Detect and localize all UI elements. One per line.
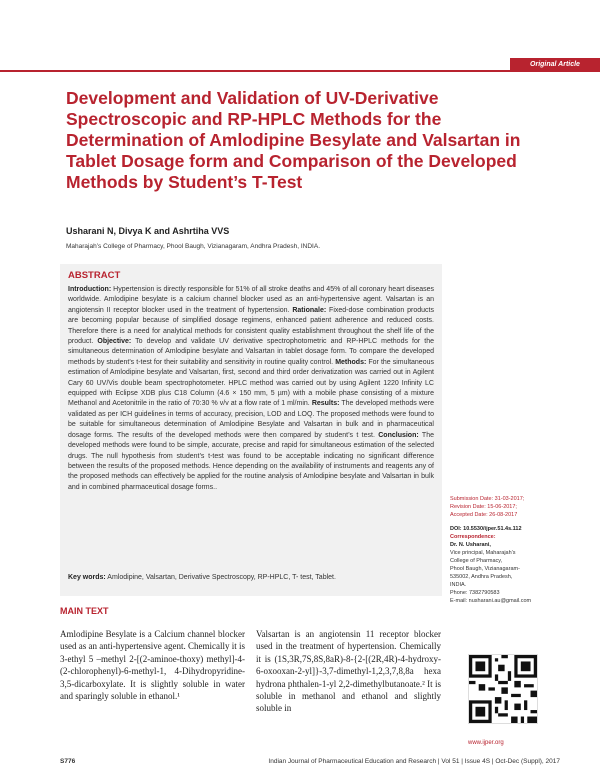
correspondent-address-4: 535002, Andhra Pradesh, bbox=[450, 574, 513, 580]
doi[interactable]: DOI: 10.5530/ijper.51.4s.112 bbox=[450, 526, 522, 532]
authors: Usharani N, Divya K and Ashrtiha VVS bbox=[66, 226, 230, 236]
intro-label: Introduction: bbox=[68, 286, 112, 293]
paper-title: Development and Validation of UV-Derivative Spectroscopic and RP-HPLC Methods for the Determination of Amlodipine Besylate and Valsartan in Tablet Dosage form and Comparison of the Developed Methods by Student’s T-Test bbox=[66, 88, 521, 192]
submission-date: Submission Date: 31-03-2017; bbox=[450, 496, 525, 502]
conclusion-label: Conclusion: bbox=[378, 431, 419, 439]
journal-url[interactable]: www.ijper.org bbox=[468, 740, 504, 746]
qr-code bbox=[468, 654, 538, 724]
keywords-text: Amlodipine, Valsartan, Derivative Spectroscopy, RP-HPLC, T- test, Tablet. bbox=[105, 574, 336, 581]
methods-label: Methods: bbox=[335, 358, 367, 366]
article-type-badge: Original Article bbox=[510, 58, 600, 71]
results-label: Results: bbox=[311, 400, 340, 408]
correspondent-name: Dr. N. Usharani, bbox=[450, 542, 491, 548]
rationale-label: Rationale: bbox=[292, 306, 327, 314]
abstract-text bbox=[68, 285, 434, 493]
intro-text: Hypertension is directly responsible for 51% of all stroke deaths and 45% of all coronary heart diseases worldwide. Amlodipine besylate is a calcium channel blocker used as an anti-hypertensive agent. Valsartan is an angiotensin II receptor blocker used in the treatment of hypertension. bbox=[68, 286, 434, 314]
results-text: The developed methods were validated as per ICH guidelines in terms of accuracy, precision, LOD and LOQ. The proposed methods were found to be suitable for simultaneous determination of Amlodipine Besylate and Valsartan in bulk and in pharmaceutical dosage forms. The results of the developed methods were then compared by student’s t test. bbox=[68, 400, 434, 439]
page-number: S776 bbox=[60, 758, 76, 765]
correspondent-address-2: College of Pharmacy, bbox=[450, 558, 503, 564]
correspondent-phone: Phone: 7382790583 bbox=[450, 590, 500, 596]
correspondent-address-5: INDIA. bbox=[450, 582, 467, 588]
abstract-heading: ABSTRACT bbox=[68, 270, 121, 281]
correspondent-email[interactable]: E-mail: nusharani.au@gmail.com bbox=[450, 598, 532, 604]
affiliation: Maharajah’s College of Pharmacy, Phool Baugh, Vizianagaram, Andhra Pradesh, INDIA. bbox=[66, 243, 321, 250]
revision-date: Revision Date: 15-06-2017; bbox=[450, 504, 517, 510]
methods-text: For the simultaneous estimation of Amlodipine besylate and Valsartan, first, second and third order derivatization was carried out in Agilent Cary 60 UV/Vis double beam spectrophotometer. HPLC method was carried out by using Agilent 1220 Infinity LC equipped with Eclipse XDB plus C18 Column (4.6 × 150 mm, 5 µm) with a mobile phase consisting of a mixture Methanol and Acetonitrile in the ratio of 70:30 % v/v at a flow rate of 1 ml/min. bbox=[68, 358, 434, 408]
correspondence-label: Correspondence: bbox=[450, 534, 496, 540]
main-text-left-column: Amlodipine Besylate is a Calcium channel blocker used as an anti-hypertensive agent. Chemically it is 3-ethyl 5 –methyl 2-[(2-aminoe-thoxy) methyl]-4-(2-chlorophenyl)-6-methyl-1, 4-Dihydropyridine-3,5-dicarboxylate. It is slightly soluble in water and sparingly soluble in ethanol.¹ bbox=[60, 629, 245, 702]
correspondent-address-3: Phool Baugh, Vizianagaram- bbox=[450, 566, 520, 572]
rationale-text: Fixed-dose combination products are becoming popular because of simplified dosage regimens, enhanced patient adherence and reduced costs. Therefore there is a need for analytical methods for consistent quality establishment throughout the shelf life of the product. bbox=[68, 306, 434, 346]
objective-text: To develop and validate UV derivative spectrophotometric and RP-HPLC methods for the simultaneous determination of Amlodipine besylate and Valsartan in tablet dosage form. To compare the developed methods by student's t-test for their suitability and sensitivity in routine quality control. bbox=[68, 338, 435, 366]
accepted-date: Accepted Date: 26-08-2017 bbox=[450, 512, 518, 518]
article-info-sidebar bbox=[450, 495, 560, 605]
objective-label: Objective: bbox=[97, 338, 132, 346]
correspondent-address-1: Vice principal, Maharajah’s bbox=[450, 550, 516, 556]
conclusion-text: The developed methods were found to be simple, accurate, precise and rapid for simultaneous estimation of the selected drugs. The null hypothesis from student’s t-test was found to be acceptable indicating no significant difference between the results of the proposed methods. Hence depending on the availability of instruments and reagents any of the proposed methods can effectively be applied for the routine analysis of Amlodipine besylate and Valsartan in bulk and in combined pharmaceutical dosage forms.. bbox=[68, 431, 434, 491]
keywords bbox=[68, 574, 434, 581]
header-rule bbox=[0, 70, 600, 72]
keywords-label: Key words: bbox=[68, 574, 106, 581]
main-text-right-column: Valsartan is an angiotensin 11 receptor blocker used in the treatment of hypertension. Chemically it is (1S,3R,7S,8S,8aR)-8-{2-[(2R,4R)-4-hydroxy-6-oxooxan-2-yl]}-3,7-dimethyl-1,2,3,7,8,8a hexa hydrona phthalen-1-yl 2,2-dimethylbutanoate.² It is soluble in methanol and ethanol and slightly soluble in bbox=[256, 629, 441, 714]
main-text-heading: MAIN TEXT bbox=[60, 606, 109, 616]
journal-citation: Indian Journal of Pharmaceutical Education and Research | Vol 51 | Issue 4S | Oct-Dec (Suppl), 2017 bbox=[268, 758, 560, 765]
